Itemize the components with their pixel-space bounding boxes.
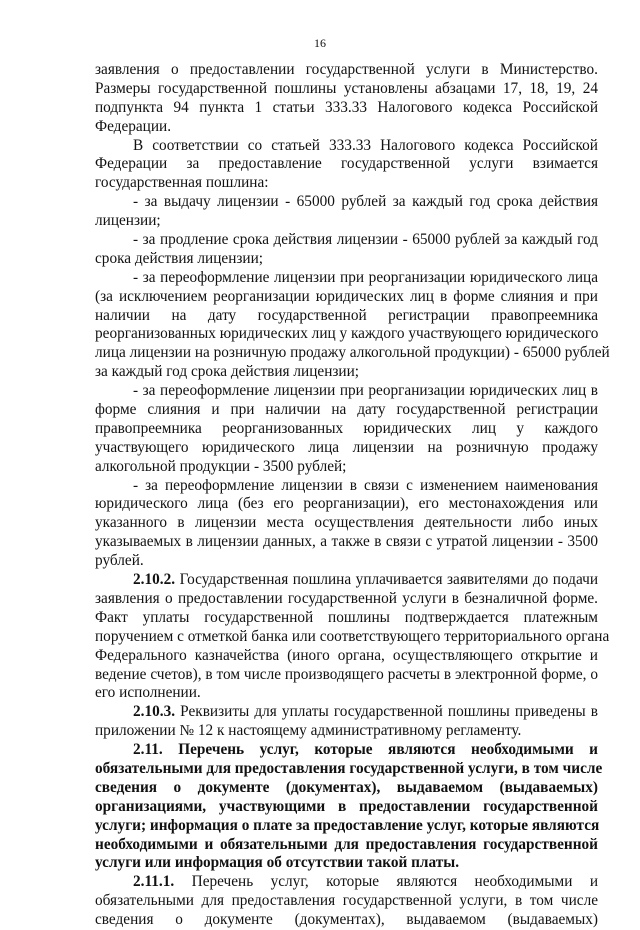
text-line: государственная пошлина:: [95, 174, 269, 192]
text-line: обязательными для предоставления государственной услуги, в том числе: [95, 892, 598, 910]
text-line: ведение счетов), в том числе производящего расчеты в электронной форме, о: [95, 665, 598, 683]
text-line: за каждый год срока действия лицензии;: [95, 363, 360, 381]
text-line: подпункта 94 пункта 1 статьи 333.33 Налогового кодекса Российской: [95, 98, 598, 116]
text-line: услуги или информация об отсутствии такой платы.: [95, 854, 460, 872]
section-number: 2.10.2.: [133, 571, 176, 589]
text-line: [95, 873, 598, 892]
text-line: наличии на дату государственной регистрации правопреемника: [95, 306, 598, 324]
text-line: - за выдачу лицензии - 65000 рублей за каждый год срока действия: [133, 193, 598, 211]
text-fragment: Перечень услуг, которые являются необходимыми и: [191, 873, 599, 891]
text-line: его исполнении.: [95, 684, 201, 702]
text-line: - за переоформление лицензии при реорганизации юридических лиц в: [133, 382, 598, 400]
text-fragment: Реквизиты для уплаты государственной пошлины приведены в: [180, 703, 598, 721]
text-line: заявления о предоставлении государственной услуги в Министерство.: [95, 61, 598, 78]
text-line: сведения о документе (документах), выдаваемом (выдаваемых): [95, 911, 598, 929]
text-line: поручением с отметкой банка или соответствующего территориального органа: [95, 627, 610, 645]
text-line: обязательными для предоставления государственной услуги, в том числе: [95, 759, 603, 777]
list-item-fee-name-change: [95, 477, 598, 571]
section-number: 2.10.3.: [133, 703, 176, 721]
section-number: 2.11.1.: [133, 873, 175, 891]
text-line: сведения о документе (документах), выдаваемом (выдаваемых): [95, 778, 598, 796]
document-body: [95, 61, 610, 930]
text-line: [95, 703, 598, 722]
text-line: [95, 571, 598, 590]
section-2-11-1: [95, 873, 598, 930]
text-line: организациями, участвующими в предоставлении государственной: [95, 797, 598, 815]
text-line: Факт уплаты государственной пошлины подтверждается платежным: [95, 608, 598, 626]
text-line: реорганизованных юридических лиц у каждого участвующего юридического: [95, 325, 599, 343]
list-item-fee-extension: [95, 231, 598, 269]
text-line: Федерации за предоставление государственной услуги взимается: [95, 155, 598, 173]
text-line: необходимыми и обязательными для предоставления государственной: [95, 835, 598, 853]
text-line: услуги; информация о плате за предоставление услуг, которые являются: [95, 816, 600, 834]
text-line: указываемых в лицензии данных, а также в связи с утратой лицензии - 3500: [95, 533, 598, 551]
text-line: форме слияния и при наличии на дату государственной регистрации: [95, 401, 598, 419]
list-item-fee-issue: [95, 193, 598, 231]
text-line: правопреемника реорганизованных юридических лиц у каждого: [95, 419, 598, 437]
text-line: заявления о предоставлении государственной услуги в безналичной форме.: [95, 589, 598, 607]
text-line: - за переоформление лицензии в связи с изменением наименования: [133, 476, 598, 494]
text-line: (за исключением реорганизации юридических лиц в форме слияния и при: [95, 287, 598, 305]
text-fragment: Государственная пошлина уплачивается заявителями до подачи: [179, 571, 599, 589]
list-item-fee-merger: [95, 382, 598, 476]
paragraph-fee-basis: [95, 137, 598, 194]
text-line: лица лицензии на розничную продажу алкогольной продукции) - 65000 рублей: [95, 344, 610, 362]
text-line: - за продление срока действия лицензии - 65000 рублей за каждый год: [133, 231, 598, 249]
text-line: Федерации.: [95, 117, 172, 135]
section-2-11-heading: [95, 741, 603, 873]
text-line: рублей.: [95, 552, 144, 570]
page-number: 16: [314, 36, 326, 50]
text-line: В соответствии со статьей 333.33 Налогового кодекса Российской: [133, 136, 598, 154]
paragraph-fee-intro: [95, 61, 598, 137]
section-2-10-2: [95, 571, 610, 703]
text-line: Размеры государственной пошлины установлены абзацами 17, 18, 19, 24: [95, 79, 598, 97]
text-line: срока действия лицензии;: [95, 249, 264, 267]
list-item-fee-reorganization: [95, 268, 610, 382]
section-2-10-3: [95, 703, 598, 741]
text-line: Федерального казначейства (иного органа, осуществляющего открытие и: [95, 646, 598, 664]
text-line: участвующего юридического лица лицензии на розничную продажу: [95, 438, 598, 456]
text-line: - за переоформление лицензии при реорганизации юридического лица: [133, 268, 598, 286]
text-line: лицензии;: [95, 212, 161, 230]
text-line: 2.11. Перечень услуг, которые являются необходимыми и: [133, 741, 598, 759]
text-line: алкогольной продукции - 3500 рублей;: [95, 457, 347, 475]
text-line: указанного в лицензии места осуществления деятельности либо иных: [95, 514, 598, 532]
text-line: приложении № 12 к настоящему административному регламенту.: [95, 722, 522, 740]
text-line: юридического лица (без его реорганизации), его местонахождения или: [95, 495, 598, 513]
